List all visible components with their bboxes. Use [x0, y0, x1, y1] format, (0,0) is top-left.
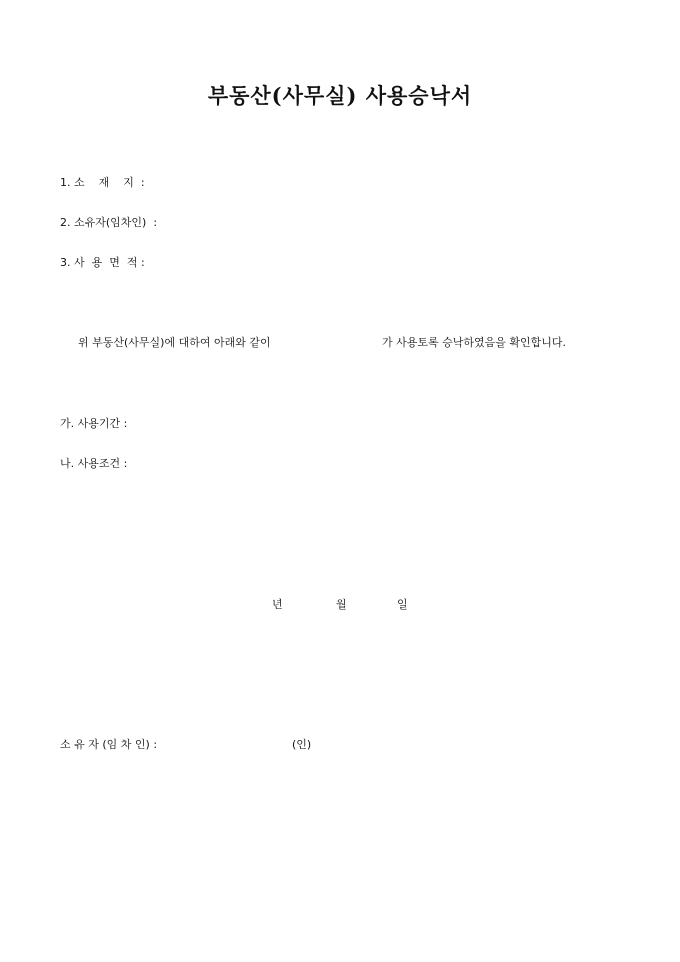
document-title: 부동산(사무실) 사용승낙서	[207, 83, 473, 108]
seal-mark: (인)	[292, 738, 312, 751]
consent-text-start: 위 부동산(사무실)에 대하여 아래와 같이	[78, 336, 271, 349]
location-item: 1. 소 재 지 :	[60, 176, 145, 189]
date-month-label: 월	[336, 598, 347, 611]
date-day-label: 일	[397, 598, 408, 611]
usage-conditions-item: 나. 사용조건 :	[60, 457, 128, 470]
owner-item: 2. 소유자(임차인) :	[60, 216, 158, 229]
usage-period-item: 가. 사용기간 :	[60, 417, 128, 430]
owner-signature-label: 소 유 자 (임 차 인) :	[60, 738, 158, 751]
date-year-label: 년	[272, 598, 283, 611]
usage-area-item: 3. 사 용 면 적 :	[60, 256, 145, 269]
consent-text-end: 가 사용토록 승낙하였음을 확인합니다.	[382, 336, 567, 349]
